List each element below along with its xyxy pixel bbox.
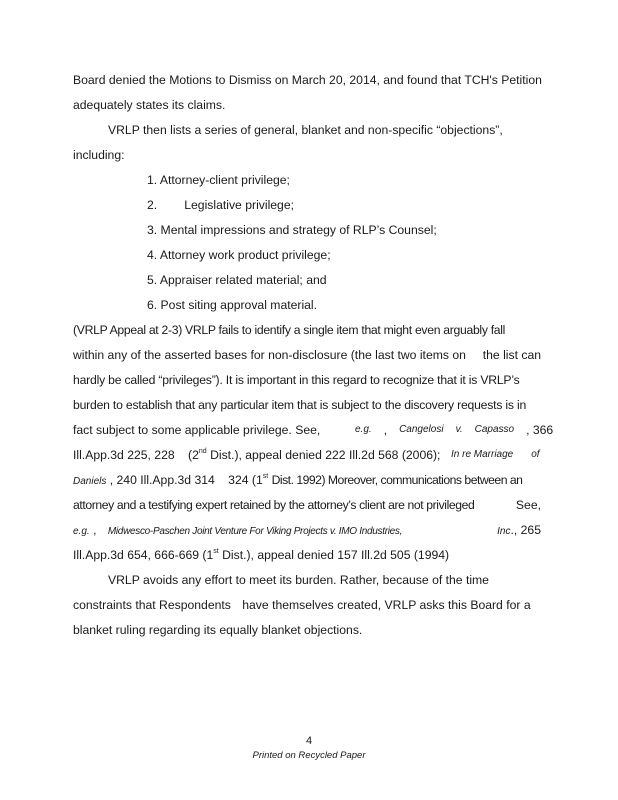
list-item-6: 6. Post siting approval material. — [147, 298, 318, 312]
paragraph-3-line-6: Ill.App.3d 225, 228 (2nd Dist.), appeal denied 222 Ill.2d 568 (2006); In re Marriage of — [73, 448, 540, 462]
paragraph-1-line-2: adequately states its claims. — [73, 98, 226, 112]
paragraph-4-line-3: blanket ruling regarding its equally blanket objections. — [73, 623, 363, 637]
paragraph-2-line-1: VRLP then lists a series of general, blanket and non-specific “objections”, — [108, 123, 503, 137]
paragraph-2-line-2: including: — [73, 148, 125, 162]
list-item-1: 1. Attorney-client privilege; — [147, 173, 290, 187]
paragraph-3-line-4: burden to establish that any particular item that is subject to the discovery requests is in — [73, 398, 527, 412]
paragraph-3-line-3: hardly be called “privileges”). It is important in this regard to recognize that it is VRLP’s — [73, 373, 520, 387]
citation-cangelosi: e.g. , Cangelosi v. Capasso , 366 — [355, 423, 554, 437]
paragraph-3-line-10: Ill.App.3d 654, 666-669 (1st Dist.), appeal denied 157 Ill.2d 505 (1994) — [73, 548, 450, 562]
citation-inc: Inc., 265 — [497, 523, 541, 537]
page-number: 4 — [305, 735, 313, 747]
paragraph-3-line-9: e.g. , Midwesco-Paschen Joint Venture For Viking Projects v. IMO Industries, Inc., 265 — [73, 522, 541, 540]
list-item-2: 2. Legislative privilege; — [147, 198, 294, 212]
citation-marriage: In re Marriage of — [451, 449, 540, 460]
paragraph-1-line-1: Board denied the Motions to Dismiss on March 20, 2014 , and found that TCH 's Petition — [73, 73, 542, 87]
list-item-4: 4. Attorney work product privilege; — [147, 248, 331, 262]
paragraph-3-line-5: fact subject to some applicable privilege. See, e.g. , Cangelosi v. Capasso , 366 — [73, 423, 554, 437]
paragraph-3-line-7: Daniels , 240 Ill.App.3d 314 324 (1st Dist. 1992) Moreover, communications between an — [73, 473, 523, 487]
paragraph-4-line-2: constraints that Respondents have themselves created, VRLP asks this Board for a — [73, 598, 531, 612]
paragraph-3-line-8: attorney and a testifying expert retained by the attorney’s client are not privileged See, — [73, 498, 541, 512]
list-item-3: 3. Mental impressions and strategy of RLP’s Counsel; — [147, 223, 437, 237]
paragraph-4-line-1: VRLP avoids any effort to meet its burden. Rather, because of the time — [108, 573, 489, 587]
recycled-paper-note: Printed on Recycled Paper — [252, 750, 366, 761]
list-item-5: 5. Appraiser related material; and — [147, 273, 327, 287]
paragraph-3-line-1: (VRLP Appeal at 2-3) VRLP fails to identify a single item that might even arguably fall — [73, 323, 506, 337]
paragraph-3-line-2: within any of the asserted bases for non-disclosure (the last two items on the list can — [73, 348, 541, 362]
